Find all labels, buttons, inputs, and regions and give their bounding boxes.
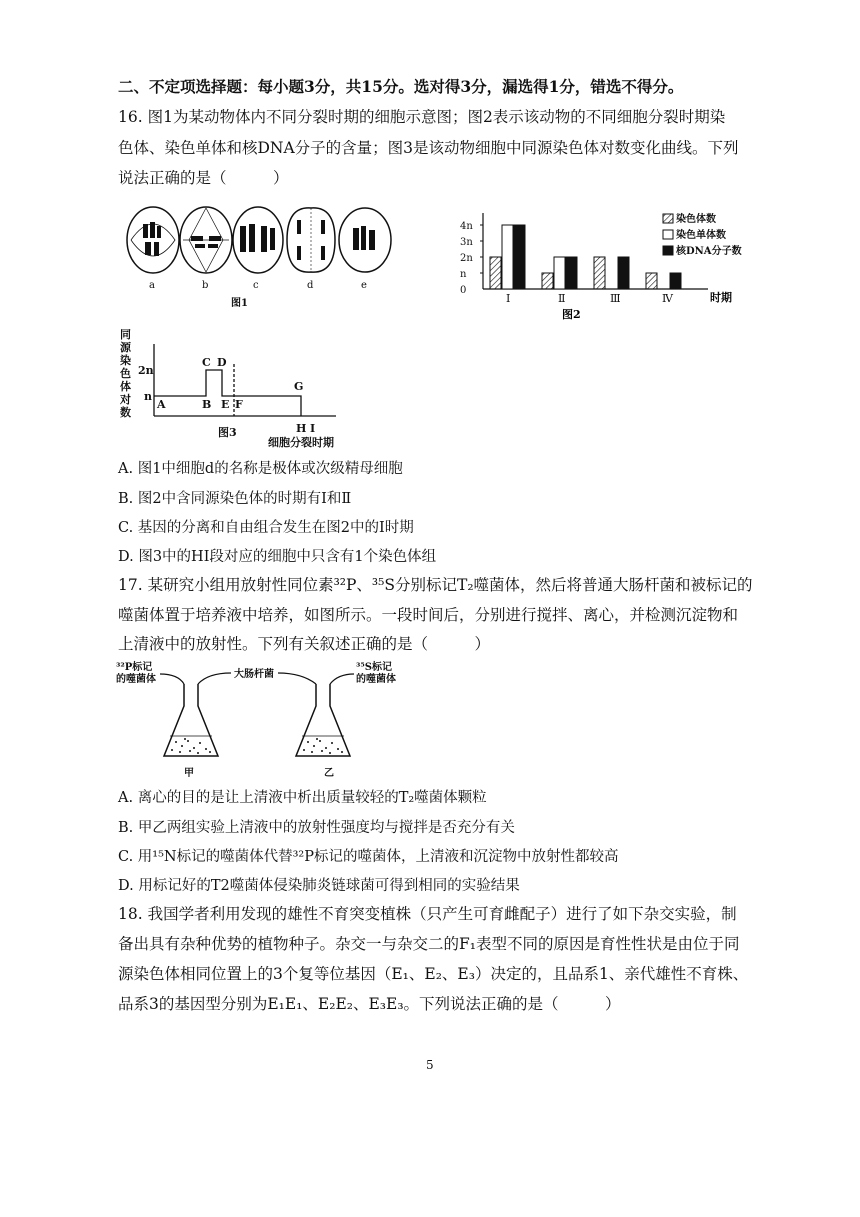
arrow-left-in — [160, 674, 184, 684]
fig1-label-c: c — [253, 280, 259, 291]
q17-option-d: D. 用标记好的T2噬菌体侵染肺炎链球菌可得到相同的实验结果 — [118, 878, 520, 894]
fig3-point-d: D — [217, 356, 227, 369]
fig2-bar — [618, 257, 629, 289]
figure-1-cells — [125, 202, 400, 310]
fig2-ytick: 4n — [460, 221, 473, 232]
q16-option-c: C. 基因的分离和自由组合发生在图2中的Ⅰ时期 — [118, 520, 414, 536]
fig2-bar — [514, 225, 525, 289]
fig2-bar — [490, 257, 501, 289]
fig2-bar — [542, 273, 553, 289]
fig3-ytick-n: n — [144, 390, 152, 403]
svg-text:对: 对 — [120, 393, 131, 406]
flask-label-yi: 乙 — [324, 768, 334, 779]
label-p32-2: 的噬菌体 — [116, 674, 156, 685]
svg-text:体: 体 — [120, 380, 131, 393]
q17-option-b: B. 甲乙两组实验上清液中的放射性强度均与搅拌是否充分有关 — [118, 820, 515, 836]
fig1-caption: 图1 — [231, 298, 248, 309]
figure-3-line-chart — [118, 326, 358, 454]
fig3-point-g: G — [294, 380, 304, 393]
q16-option-b: B. 图2中含同源染色体的时期有Ⅰ和Ⅱ — [118, 491, 352, 507]
fig2-legend — [663, 212, 742, 257]
fig2-bar — [594, 257, 605, 289]
q16-line-2: 色体、染色单体和核DNA分子的含量；图3是该动物细胞中同源染色体对数变化曲线。下列 — [118, 139, 739, 157]
label-s35-1: ³⁵S标记 — [356, 662, 392, 673]
fig3-ylabel — [119, 328, 132, 419]
fig2-ytick: 0 — [460, 285, 467, 296]
fig2-bar — [566, 257, 577, 289]
q17-option-c: C. 用¹⁵N标记的噬菌体代替³²P标记的噬菌体，上清液和沉淀物中放射性都较高 — [118, 849, 619, 865]
q16-option-a: A. 图1中细胞d的名称是极体或次级精母细胞 — [118, 461, 403, 477]
svg-text:源: 源 — [120, 341, 131, 354]
fig1-label-e: e — [361, 280, 367, 291]
fig1-label-d: d — [307, 280, 314, 291]
fig2-bar — [646, 273, 657, 289]
flask-label-jia: 甲 — [184, 768, 194, 779]
q17-line-2: 噬菌体置于培养液中培养，如图所示。一段时间后，分别进行搅拌、离心，并检测沉淀物和 — [118, 606, 739, 624]
fig2-bar — [502, 225, 513, 289]
fig2-ytick: n — [460, 269, 467, 280]
page-number: 5 — [426, 1058, 434, 1072]
q16-line-3: 说法正确的是（ ） — [118, 169, 289, 187]
fig2-category-label: Ⅲ — [610, 292, 621, 305]
fig2-category-label: Ⅳ — [662, 292, 673, 305]
legend-dna: 核DNA分子数 — [676, 246, 742, 257]
fig2-bar — [554, 257, 565, 289]
svg-text:色: 色 — [120, 367, 131, 380]
fig2-xlabel: 时期 — [710, 291, 732, 304]
q17-line-3: 上清液中的放射性。下列有关叙述正确的是（ ） — [118, 635, 491, 653]
fig3-point-e: E — [221, 398, 230, 411]
q16-line-1: 16. 图1为某动物体内不同分裂时期的细胞示意图；图2表示该动物的不同细胞分裂时期染 — [118, 108, 726, 126]
section-header: 二、不定项选择题：每小题3分，共15分。选对得3分，漏选得1分，错选不得分。 — [118, 77, 684, 96]
q18-line-4: 品系3的基因型分别为E₁E₁、E₂E₂、E₃E₃。下列说法正确的是（ ） — [118, 995, 621, 1013]
fig3-point-h: H — [296, 422, 307, 435]
legend-chromatid: 染色单体数 — [676, 230, 726, 241]
fig2-bar — [670, 273, 681, 289]
q17-line-1: 17. 某研究小组用放射性同位素³²P、³⁵S分别标记T₂噬菌体，然后将普通大肠杆菌和被标记的 — [118, 576, 753, 594]
figure-flasks — [110, 660, 430, 780]
fig3-point-b: B — [202, 398, 212, 411]
legend-swatch-white — [663, 230, 673, 239]
fig2-caption: 图2 — [562, 308, 581, 321]
fig3-point-a: A — [157, 398, 166, 411]
fig2-category-label: Ⅰ — [506, 292, 511, 305]
fig3-point-f: F — [235, 398, 243, 411]
svg-text:染: 染 — [120, 354, 131, 367]
legend-swatch-black — [663, 246, 673, 255]
q16-option-d: D. 图3中的HI段对应的细胞中只含有1个染色体组 — [118, 549, 437, 565]
flask-yi — [296, 684, 350, 756]
label-s35-2: 的噬菌体 — [356, 674, 396, 685]
fig2-category-label: Ⅱ — [558, 292, 566, 305]
legend-swatch-hatched — [663, 214, 673, 223]
label-ecoli: 大肠杆菌 — [234, 669, 274, 680]
q17-option-a: A. 离心的目的是让上清液中析出质量较轻的T₂噬菌体颗粒 — [118, 790, 487, 806]
svg-text:同: 同 — [120, 328, 131, 341]
fig1-label-b: b — [202, 280, 209, 291]
q18-line-1: 18. 我国学者利用发现的雄性不育突变植株（只产生可育雌配子）进行了如下杂交实验，制 — [118, 905, 737, 923]
fig1-label-a: a — [149, 280, 155, 291]
fig2-ytick: 2n — [460, 253, 473, 264]
fig3-ytick-2n: 2n — [138, 364, 154, 377]
fig3-caption: 图3 — [218, 426, 237, 439]
flask-jia — [164, 684, 218, 756]
legend-chromosome: 染色体数 — [676, 214, 716, 225]
fig3-point-c: C — [202, 356, 211, 369]
figure-2-bar-chart — [448, 205, 748, 323]
fig2-ytick: 3n — [460, 237, 473, 248]
svg-text:数: 数 — [120, 406, 131, 419]
fig3-point-i: I — [310, 422, 316, 435]
q18-line-3: 源染色体相同位置上的3个复等位基因（E₁、E₂、E₃）决定的，且品系1、亲代雄性不育株、 — [118, 965, 749, 983]
fig3-xlabel: 细胞分裂时期 — [268, 436, 334, 449]
q18-line-2: 备出具有杂种优势的植物种子。杂交一与杂交二的F₁表型不同的原因是育性性状是由位于同 — [118, 935, 740, 953]
label-p32-1: ³²P标记 — [116, 662, 153, 673]
